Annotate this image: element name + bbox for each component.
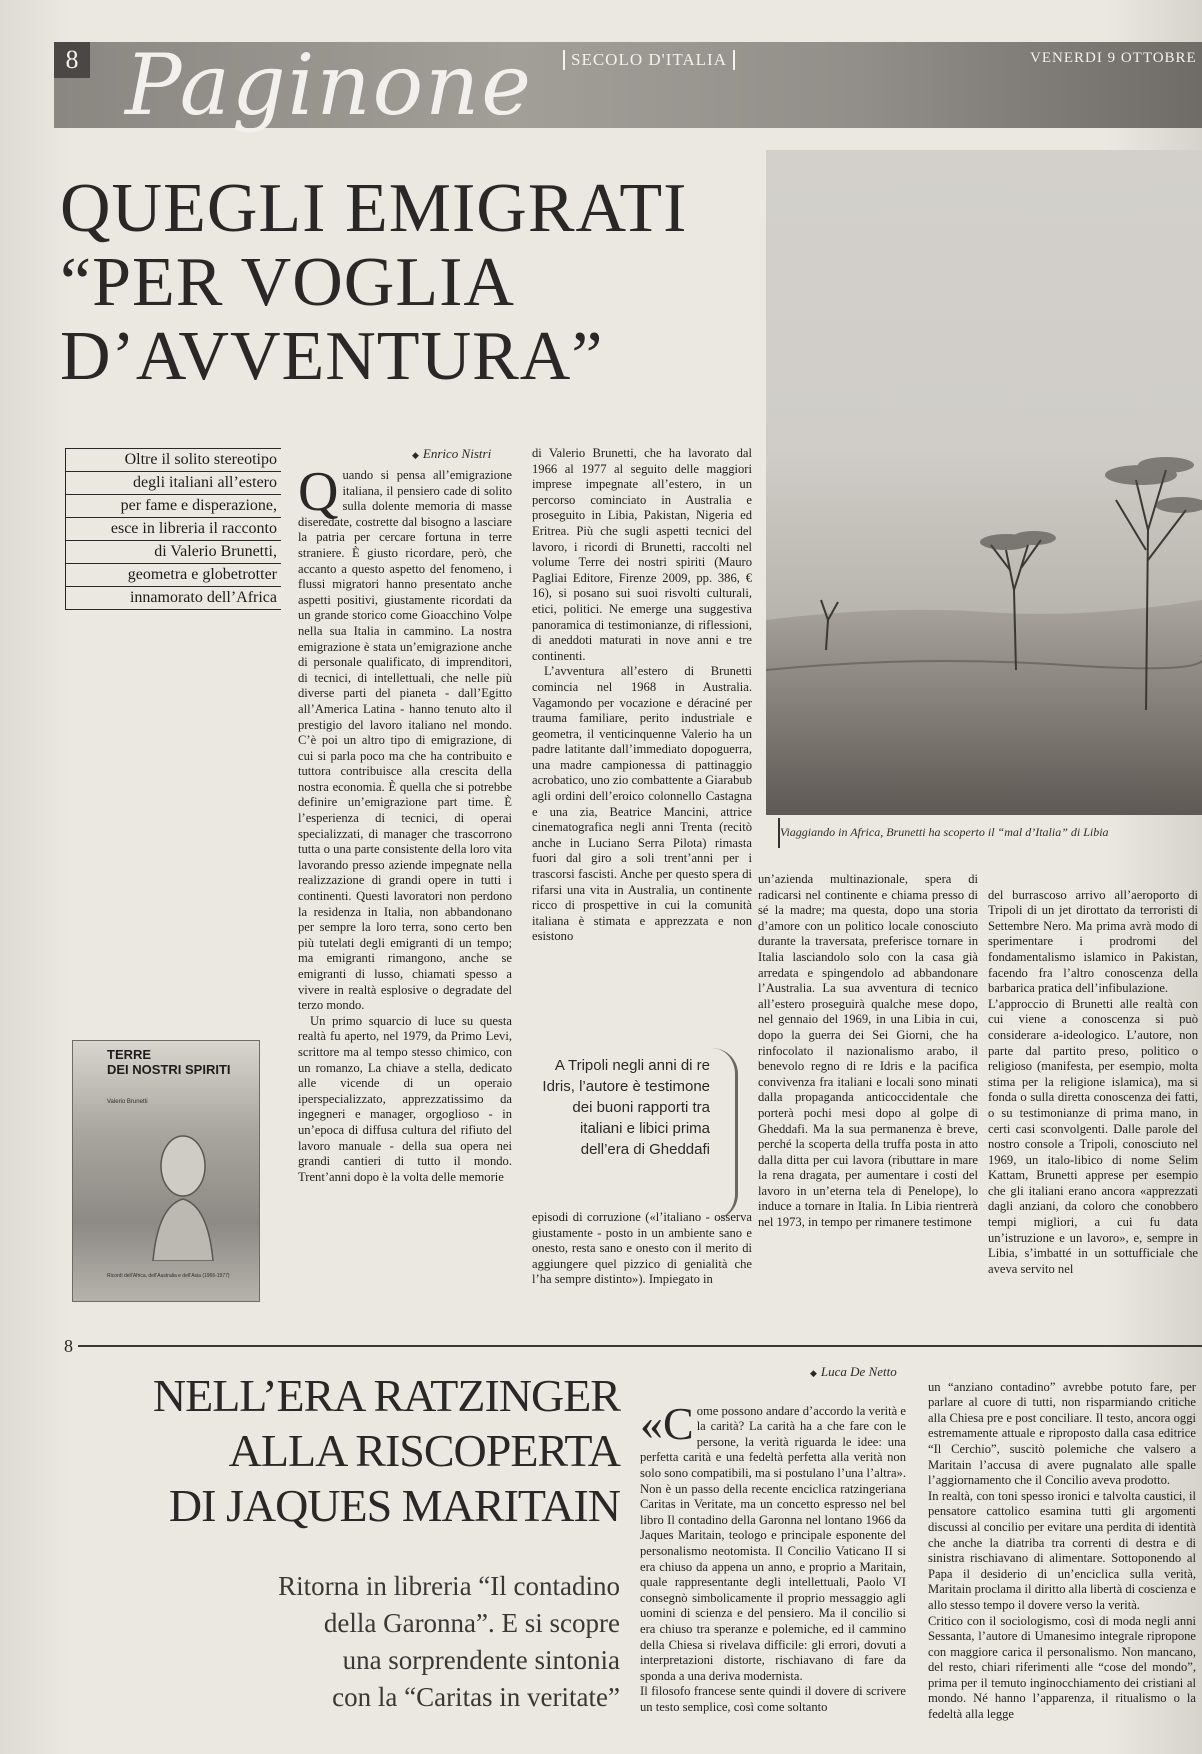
deck-line: degli italiani all’estero	[65, 472, 281, 495]
article-byline: ◆ Enrico Nistri	[412, 446, 491, 462]
deck-line: geometra e globetrotter	[65, 564, 281, 587]
deck-line: Ritorna in libreria “Il contadino	[278, 1571, 620, 1601]
paragraph: di Valerio Brunetti, che ha lavorato dal 1966 al 1977 al seguito delle maggiori imprese impegnate all’estero, in un percorso cominciato in Australia e proseguito in Libia, Pakistan, Nigeria ed Eritrea. Più che sugli aspetti tecnici del lavoro, i ricordi di Brunetti, raccolti nel volume Terre dei nostri spiriti (Mauro Pagliai Editore, Firenze 2009, pp. 386, € 16), si posano sui suoi risvolti culturali, etici, politici. Ne emerge una suggestiva panoramica di testimonianze, di riflessioni, di aneddoti maturati in nove anni e tre continenti.	[532, 446, 752, 663]
article-deck	[65, 448, 281, 610]
book-cover	[72, 1040, 260, 1302]
paragraph	[298, 468, 512, 1014]
article2-headline	[60, 1368, 620, 1533]
paragraph	[640, 1397, 906, 1716]
dateline: VENERDI 9 OTTOBRE	[1030, 50, 1197, 66]
deck-line: Oltre il solito stereotipo	[65, 448, 281, 472]
paragraph: un “anziano contadino” avrebbe potuto fare, per parlare al cuore di tutti, non risparmiando critiche alla Chiesa pre e post conciliare. Il testo, ancora oggi estremamente attuale e riproposto dalla casa editrice “Il Cerchio”, suscitò polemiche che valsero a Maritain l’accusa di avere pugnalato alle spalle l’aggiornamento che il Concilio aveva prodotto. In realtà, con toni spesso ironici e talvolta caustici, il pensatore cattolico esamina tutti gli argomenti discussi al concilio per evitare una perdita di identità che anche la diatriba tra correnti di destra e di sinistra rischiavano di alimentare. Sottoponendo al Papa il desiderio di un’enciclica sulla verità, Maritain proclama il diritto alla libertà di coscienza e allo stesso tempo il dovere verso la verità. Critico con il sociologismo, così di moda negli anni Sessanta, l’autore di Umanesimo integrale ripropone con maggiore carica il personalismo. Non mancano, del resto, chiari riferimenti alle “cose del mondo”, prima per il temuto inginocchiamento dei cristiani al mondo. Né hanno l’apparenza, il ritualismo o la fedeltà alla legge	[928, 1379, 1196, 1722]
article-column-3	[532, 1210, 752, 1300]
drop-cap: Q	[298, 468, 339, 523]
separator-rule	[78, 1345, 1202, 1347]
book-subtitle: Ricordi dell’Africa, dell’Australia e dell’Asia (1966-1977)	[107, 1273, 230, 1279]
paragraph-text: ome possono andare d’accordo la verità e la carità? La carità ha a che fare con le persone, la verità riguarda le idee: una perfetta carità e una fedeltà perfetta alla verità non solo sono compatibili, ma si postulano l’una l’altra». Non è un passo della recente enciclica ratzingeriana Caritas in Veritate, ma un concetto espresso nel bel libro Il contadino della Garonna nel lontano 1966 da Jaques Maritain, teologo e principale esponente del personalismo neotomista. Il Concilio Vaticano II si era chiuso da appena un anno, e proprio a Maritain, quale rappresentante degli intellettuali, Paolo VI consegnò simbolicamente il proprio messaggio agli uomini di scienza e del pensiero. Ma il concilio si era chiuso tra speranze e polemiche, ed il cammino della Chiesa si rivelava difficile: gli errori, dovuti a interpretazioni distorte, rischiavano di fare da sponda a una deriva modernista. Il filosofo francese sente quindi il dovere di scrivere un testo semplice, così come soltanto	[640, 1403, 906, 1714]
book-author: Valerio Brunetti	[107, 1099, 148, 1105]
paragraph: Un primo squarcio di luce su questa realtà fu aperto, nel 1979, da Primo Levi, scrittore ma al tempo stesso chimico, con un romanzo, La chiave a stella, dedicato alle vicende di un operaio iperspecializzato, apprezzatissimo da ingegneri e manager, orgoglioso - in un’epoca di diffusa cultura del rifiuto del lavoro manuale - della sua opera nei grandi cantieri di tutto il mondo. Trent’anni dopo è la volta delle memorie	[298, 1013, 512, 1184]
headline-line: NELL’ERA RATZINGER	[152, 1370, 620, 1421]
pull-quote: A Tripoli negli anni di re Idris, l’autore è testimone dei buoni rapporti tra italiani e libici prima dell’era di Gheddafi	[542, 1057, 710, 1158]
paragraph: L’avventura all’estero di Brunetti comincia nel 1968 in Australia. Vagamondo per vocazione e déraciné per trauma familiare, perito industriale e geometra, il venticinquenne Valerio ha un padre latitante dall’immediato dopoguerra, una madre campionessa di pattinaggio acrobatico, uno zio combattente a Giarabub agli ordini dell’eroico colonnello Castagna e una zia, Beatrice Mancini, attrice cinematografica negli anni Trenta (recitò anche in Luciano Serra Pilota) rimasta fuori dal giro a soli trent’anni per i trascorsi fascisti. Anche per questo spera di rifarsi una vita in Australia, un continente ricco di prospettive in cui la comunità italiana è stimata e apprezzata e non esistono	[532, 664, 752, 944]
section-title: Paginone	[125, 36, 533, 134]
article2-byline: ◆ Luca De Netto	[810, 1364, 897, 1380]
book-title	[107, 1047, 231, 1077]
article2-column-2	[928, 1364, 1196, 1750]
masthead: SECOLO D'ITALIA	[563, 50, 735, 70]
deck-line: della Garonna”. E si scopre	[323, 1608, 620, 1638]
headline-line: D’AVVENTURA”	[60, 318, 604, 395]
drop-cap: «C	[640, 1397, 694, 1449]
pullquote-bracket	[712, 1048, 738, 1220]
deck-line: innamorato dell’Africa	[65, 587, 281, 610]
article-headline	[60, 172, 760, 394]
headline-line: DI JAQUES MARITAIN	[168, 1480, 620, 1531]
book-title-line: TERRE	[107, 1047, 152, 1062]
paragraph: episodi di corruzione («l’italiano - osserva giustamente - posto in un ambiente sano e onesto, resta sano e onesto con il merito di aggiungere quel pizzico di genialità che l’ha sempre distinto»). Impiegato in	[532, 1210, 752, 1287]
headline-line: “PER VOGLIA	[60, 244, 515, 321]
page-number: 8	[54, 42, 90, 78]
deck-line: con la “Caritas in veritate”	[332, 1682, 620, 1712]
article2-column-1	[640, 1388, 906, 1750]
article2-deck	[60, 1568, 620, 1716]
deck-line: per fame e disperazione,	[65, 495, 281, 518]
paragraph: un’azienda multinazionale, spera di radicarsi nel continente e chiama presso di sé la madre; ma questa, dopo una storia d’amore con un politico locale conosciuto durante la traversata, preferisce tornare in Italia lasciandolo solo con la casa già arredata e spingendolo ad abbandonare l’Australia. La sua avventura di tecnico all’estero proseguirà qualche mese dopo, nel gennaio del 1969, in una Libia in cui, dopo la guerra dei Sei Giorni, che ha rinfocolato il nazionalismo arabo, il benevolo regno di re Idris e la pacifica convivenza fra italiani e locali sono minati dalla propaganda anticoccidentale che porterà pochi mesi dopo al golpe di Gheddafi. Ma la sua permanenza è breve, perché la scoperta della truffa posta in atto dalla ditta per cui lavora (ributtare in mare la rena dragata, per aumentare i costi del lavoro in un’eterna tela di Penelope), lo induce a tornare in Italia. In Libia rientrerà nel 1973, in tempo per rimanere testimone	[758, 872, 978, 1230]
landscape-illustration	[766, 150, 1202, 815]
article-column-1	[298, 468, 512, 1298]
deck-line: esce in libreria il racconto	[65, 518, 281, 541]
deck-line: una sorprendente sintonia	[342, 1645, 620, 1675]
headline-line: ALLA RISCOPERTA	[228, 1425, 620, 1476]
separator-page-number: 8	[64, 1336, 73, 1356]
africa-landscape-photo	[766, 150, 1202, 815]
deck-line: di Valerio Brunetti,	[65, 541, 281, 564]
headline-line: QUEGLI EMIGRATI	[60, 170, 688, 247]
article-column-2	[532, 446, 752, 1024]
photo-caption: Viaggiando in Africa, Brunetti ha scoperto il “mal d’Italia” di Libia	[780, 825, 1109, 839]
book-title-line: DEI NOSTRI SPIRITI	[107, 1062, 231, 1077]
paragraph-text: uando si pensa all’emigrazione italiana, il pensiero cade di solito sulla dolente memoria di masse diseredate, costrette dal bisogno a lasciare la patria per cercare fortuna in terre straniere. È giusto ricordare, però, che accanto a questo aspetto del fenomeno, i flussi migratori hanno presentato anche aspetti positivi, giustamente ricordati da un grande storico come Gioacchino Volpe nella sua Italia in cammino. La nostra emigrazione è stata un’emigrazione anche di personale qualificato, di imprenditori, di tecnici, di intellettuali, che nelle più diverse parti del pianeta - dall’Egitto all’America Latina - hanno tenuto alto il prestigio del lavoro italiano nel mondo. C’è poi un altro tipo di emigrazione, di cui si parla poco ma che ha contribuito e tuttora contribuisce alla crescita della nostra economia. È quella che si potrebbe definire un’emigrazione part time. È l’esperienza di tecnici, di operai specializzati, di manager che trascorrono tutta o una parte consistente della loro vita lavorando presso aziende impegnate nella realizzazione di grandi opere in tutti i continenti. Questi lavoratori non perdono la residenza in Italia, non abbandonano per sempre la loro terra, sono certo ben più tutelati degli emigranti di un tempo; ma emigranti rimangono, anche se emigranti di lusso, chiamati spesso a vivere in realtà esplosive o degradate del terzo mondo.	[298, 468, 512, 1013]
article-column-4	[758, 872, 978, 1300]
paragraph: del burrascoso arrivo all’aeroporto di Tripoli di un jet dirottato da terroristi di Settembre Nero. Ma prima avrà modo di sperimentare i prodromi del fondamentalismo islamico in Pakistan, facendo fra l’altro conoscenza della barbarica pratica dell’infibulazione. L’approccio di Brunetti alle realtà con cui viene a conoscenza si può considerare a-ideologico. L’autore, non parte dal partito preso, politico o religioso (manifesta, per esempio, molta stima per la religione islamica), ma si fonda o sulla diretta conoscenza dei fatti, o su testimonianze di prima mano, in certi casi sconvolgenti. Dalle parole del nostro console a Tripoli, conosciuto nel 1969, un italo-libico di nome Selim Kattam, Brunetti apprese per esempio che gli italiani erano ancora «apprezzati dagli anziani, da coloro che conobbero tempi migliori, a cui fu data un’istruzione e un lavoro», e, sempre in Libia, s’imbatté in un sottufficiale che aveva servito nel	[988, 887, 1198, 1276]
article-column-5	[988, 872, 1198, 1300]
book-statue-icon	[133, 1121, 233, 1261]
